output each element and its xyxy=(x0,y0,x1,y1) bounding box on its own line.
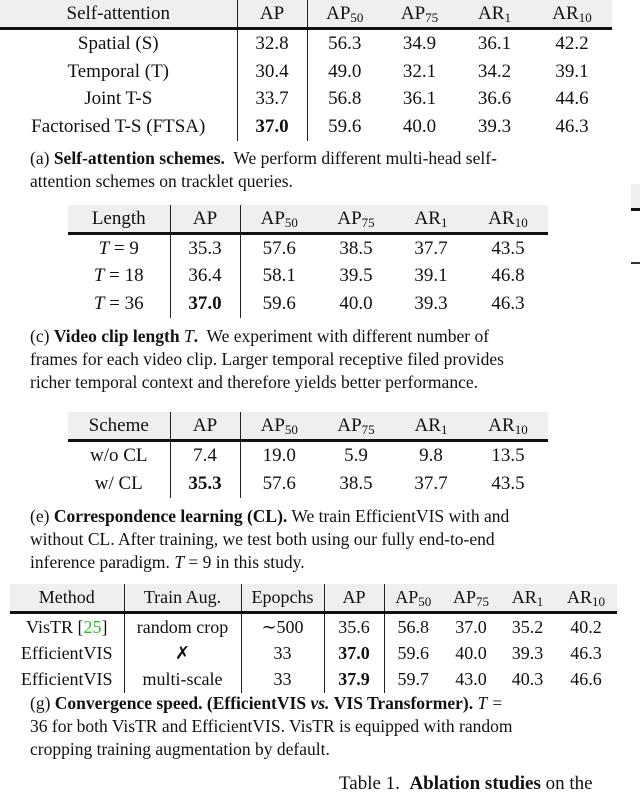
table-header-row xyxy=(10,584,617,613)
cell-best: 37.0 xyxy=(324,641,384,666)
caption-title: Convergence speed. (EfficientVIS xyxy=(54,693,307,713)
table-row xyxy=(0,59,612,86)
cell: 56.3 xyxy=(307,29,382,59)
caption-a xyxy=(30,147,600,193)
row-label: EfficientVIS xyxy=(20,668,113,689)
header-cell: $AP_{75}$ xyxy=(442,584,500,613)
row-label: Factorised T-S (FTSA) xyxy=(31,115,206,137)
header-cell: Scheme xyxy=(68,412,170,441)
cell: 56.8 xyxy=(384,613,442,641)
header-cell: Epopchs xyxy=(241,584,324,613)
table-row xyxy=(68,290,548,318)
table-correspondence-learning xyxy=(68,412,548,498)
caption-text: We perform different multi-head self- xyxy=(233,148,497,168)
cell: 49.0 xyxy=(307,59,382,86)
table-header-row xyxy=(0,0,612,29)
cell: 43.5 xyxy=(491,472,525,494)
row-label: Spatial (S) xyxy=(77,33,159,55)
header-cell: AP xyxy=(170,412,240,441)
caption-text: cropping training augmentation by default. xyxy=(30,739,330,759)
cell: 59.6 xyxy=(240,290,318,318)
caption-g: (g) Convergence speed. (EfficientVIS vs. VIS Transformer). T = 36 for both VisTR and EfficientVIS. VisTR is equipped with random cropping training augmentation by default. xyxy=(30,692,620,761)
header-cell: Method xyxy=(10,584,124,613)
caption-text: We train EfficientVIS with and xyxy=(291,506,510,526)
header-cell: Train Aug. xyxy=(124,584,241,613)
cell: 33 xyxy=(241,666,324,693)
cell: 40.0 xyxy=(402,115,437,137)
header-cell: $AP_{50}$ xyxy=(240,205,318,234)
cell: 37.7 xyxy=(414,472,448,494)
cell: 58.1 xyxy=(240,263,318,290)
caption-text: richer temporal context and therefore yields better performance. xyxy=(30,372,478,392)
header-cell: $AR_1$ xyxy=(394,205,468,234)
header-cell: AP xyxy=(237,0,307,29)
adjacent-table-rule-fragment xyxy=(631,262,640,264)
cell: 42.2 xyxy=(555,33,589,55)
caption-text: We experiment with different number of xyxy=(206,326,490,346)
header-cell: Self-attention xyxy=(0,0,237,29)
caption-text: without CL. After training, we test both using our fully end-to-end xyxy=(30,529,495,549)
caption-tag: (g) xyxy=(30,693,51,713)
header-cell: AP xyxy=(170,205,240,234)
cell: 30.4 xyxy=(237,59,307,86)
cell: 46.8 xyxy=(491,265,525,286)
cell: 32.1 xyxy=(402,61,437,82)
cell: multi-scale xyxy=(124,666,241,693)
cell: 59.7 xyxy=(384,666,442,693)
row-label: Temporal (T) xyxy=(67,61,170,82)
cell-best: 35.3 xyxy=(170,470,240,498)
cell: 36.1 xyxy=(402,88,437,109)
header-cell: AP xyxy=(324,584,384,613)
caption-text: = 9 in this study. xyxy=(188,552,305,572)
caption-title: Self-attention schemes. xyxy=(53,148,225,168)
cell: 59.6 xyxy=(384,641,442,666)
header-cell: $AP_{75}$ xyxy=(318,205,394,234)
cell: 38.5 xyxy=(339,472,373,494)
cell: 34.9 xyxy=(402,33,437,55)
cell-best: 37.9 xyxy=(324,666,384,693)
row-label: T = 9 xyxy=(98,237,139,259)
cell: 39.3 xyxy=(477,115,512,137)
cell: 44.6 xyxy=(555,88,589,109)
cell: 37.7 xyxy=(414,237,448,259)
header-cell: $AR_1$ xyxy=(500,584,555,613)
header-cell: $AR_1$ xyxy=(394,412,468,441)
table-row xyxy=(68,234,548,263)
caption-title: Ablation studies xyxy=(409,773,541,794)
citation-link[interactable]: 25 xyxy=(83,616,102,637)
cell: 37.0 xyxy=(455,616,487,637)
table-clip-length xyxy=(68,205,548,318)
header-cell: $AP_{75}$ xyxy=(382,0,457,29)
caption-title: VIS Transformer). xyxy=(333,693,474,713)
row-label: Joint T-S xyxy=(84,88,153,109)
caption-tag: (c) xyxy=(30,326,50,346)
row-label: T = 18 xyxy=(93,265,144,286)
caption-tag: (a) xyxy=(30,148,50,168)
caption-text: 36 for both VisTR and EfficientVIS. VisTR is equipped with random xyxy=(30,716,513,736)
cell: 36.6 xyxy=(477,88,512,109)
cell: random crop xyxy=(124,613,241,641)
cell-best: 37.0 xyxy=(237,113,307,141)
caption-text: attention schemes on tracklet queries. xyxy=(30,171,293,191)
table-row xyxy=(10,613,617,641)
table-header-row xyxy=(68,412,548,441)
cell: ∼500 xyxy=(241,613,324,641)
header-cell: $AP_{75}$ xyxy=(318,412,394,441)
header-cell: $AR_{10}$ xyxy=(555,584,617,613)
cell: 36.1 xyxy=(477,33,512,55)
cell: 40.2 xyxy=(570,616,602,637)
header-cell: $AP_{50}$ xyxy=(307,0,382,29)
cell: 35.3 xyxy=(170,234,240,263)
cell: 39.3 xyxy=(414,292,448,314)
cell: 33 xyxy=(241,641,324,666)
cross-icon: ✗ xyxy=(124,641,241,666)
cell: 7.4 xyxy=(170,441,240,470)
cell: 19.0 xyxy=(240,441,318,470)
header-cell: $AR_1$ xyxy=(457,0,532,29)
cell: 36.4 xyxy=(170,263,240,290)
caption-tag: (e) xyxy=(30,506,50,526)
table-row xyxy=(0,113,612,141)
cell: 43.0 xyxy=(455,668,487,689)
caption-c: (c) Video clip length T. We experiment with different number of frames for each video clip. Larger temporal receptive filed provides richer temporal context and therefore yields better performance. xyxy=(30,325,620,394)
cell: 13.5 xyxy=(491,444,525,466)
cell: 39.5 xyxy=(339,265,373,286)
table-row xyxy=(0,29,612,59)
cell: 5.9 xyxy=(344,444,368,466)
row-label: w/ CL xyxy=(94,472,143,494)
cell: 39.1 xyxy=(414,265,448,286)
header-cell: Length xyxy=(68,205,170,234)
cell: 59.6 xyxy=(307,113,382,141)
header-cell: $AR_{10}$ xyxy=(532,0,612,29)
table-row xyxy=(68,263,548,290)
table-convergence-speed xyxy=(10,584,617,693)
cell: 46.3 xyxy=(491,292,525,314)
caption-title: Video clip length xyxy=(53,326,180,346)
table-main-caption xyxy=(339,772,593,795)
cell: 32.8 xyxy=(237,29,307,59)
header-cell: $AP_{50}$ xyxy=(384,584,442,613)
cell: 40.0 xyxy=(455,642,487,663)
cell: 9.8 xyxy=(419,444,443,466)
cell: 38.5 xyxy=(339,237,373,259)
cell-best: 37.0 xyxy=(170,290,240,318)
cell: 39.1 xyxy=(555,61,589,82)
cell: 39.3 xyxy=(511,642,544,663)
header-cell: $AR_{10}$ xyxy=(468,412,548,441)
cell: 57.6 xyxy=(240,470,318,498)
table-number: Table 1. xyxy=(339,773,400,794)
caption-text: frames for each video clip. Larger temporal receptive filed provides xyxy=(30,349,504,369)
adjacent-table-header-fragment xyxy=(631,184,640,211)
header-cell: $AR_{10}$ xyxy=(468,205,548,234)
cell: 40.3 xyxy=(511,668,544,689)
cell: 34.2 xyxy=(477,61,512,82)
cell: 56.8 xyxy=(307,86,382,113)
cell: 46.6 xyxy=(570,668,602,689)
cell: 46.3 xyxy=(555,115,589,137)
row-label: T = 36 xyxy=(93,292,144,314)
table-row xyxy=(68,441,548,470)
table-row xyxy=(68,470,548,498)
cell: 46.3 xyxy=(570,642,602,663)
table-row xyxy=(10,641,617,666)
caption-title: Correspondence learning (CL). xyxy=(53,506,288,526)
row-label: VisTR [25] xyxy=(26,616,108,637)
cell: 33.7 xyxy=(237,86,307,113)
table-self-attention xyxy=(0,0,612,141)
row-label: w/o CL xyxy=(89,444,148,466)
caption-text: on the xyxy=(545,773,593,794)
table-row xyxy=(0,86,612,113)
cell: 35.2 xyxy=(511,616,544,637)
table-header-row xyxy=(68,205,548,234)
cell: 57.6 xyxy=(240,234,318,263)
cell: 35.6 xyxy=(324,613,384,641)
caption-e: (e) Correspondence learning (CL). We train EfficientVIS with and without CL. After training, we test both using our fully end-to-end inference paradigm. T = 9 in this study. xyxy=(30,505,620,574)
cell: 43.5 xyxy=(491,237,525,259)
cell: 40.0 xyxy=(339,292,373,314)
table-row xyxy=(10,666,617,693)
row-label: EfficientVIS xyxy=(20,642,113,663)
caption-text: inference paradigm. xyxy=(30,552,170,572)
header-cell: $AP_{50}$ xyxy=(240,412,318,441)
